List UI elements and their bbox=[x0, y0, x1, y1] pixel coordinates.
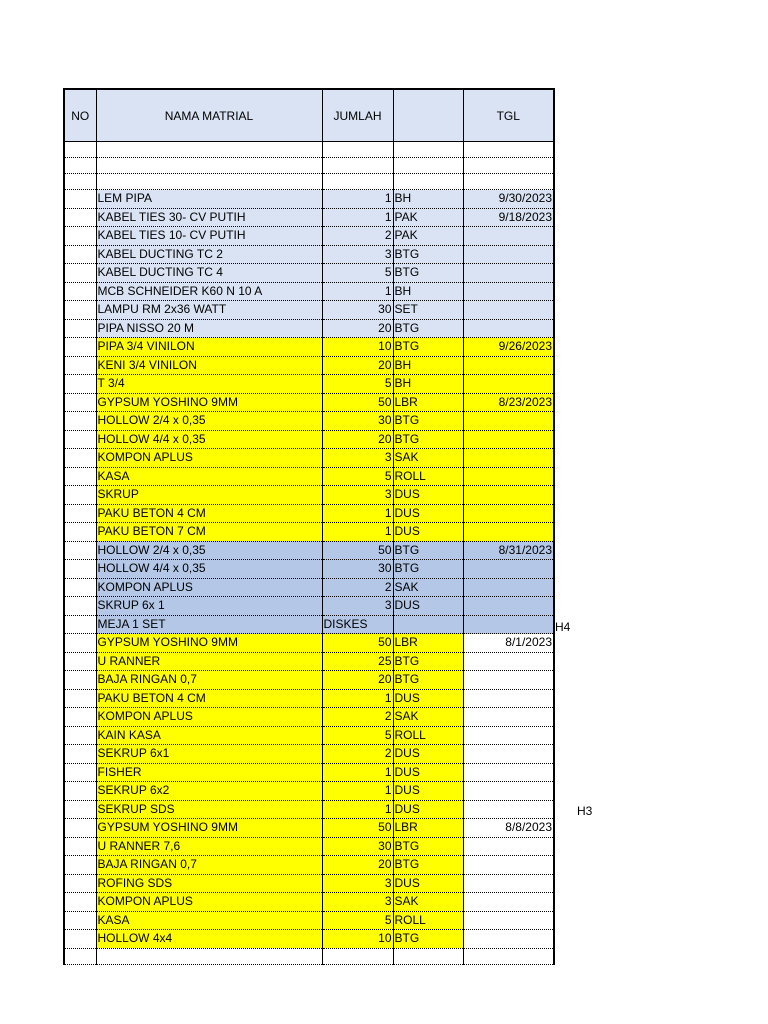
cell-no[interactable] bbox=[64, 227, 96, 246]
table-row bbox=[64, 837, 554, 856]
cell-no[interactable] bbox=[64, 708, 96, 727]
cell-date[interactable] bbox=[463, 245, 554, 264]
cell-qty[interactable]: 25 bbox=[322, 652, 393, 671]
cell-qty[interactable]: 50 bbox=[322, 541, 393, 560]
cell-no[interactable] bbox=[64, 158, 96, 174]
table-row bbox=[64, 356, 554, 375]
cell-date[interactable] bbox=[463, 763, 554, 782]
cell-date[interactable]: 9/18/2023 bbox=[463, 208, 554, 227]
header-no[interactable]: NO bbox=[64, 89, 96, 142]
cell-unit[interactable] bbox=[393, 948, 463, 964]
cell-date[interactable] bbox=[463, 800, 554, 819]
table-row bbox=[64, 560, 554, 579]
cell-name[interactable]: BAJA RINGAN 0,7 bbox=[96, 671, 322, 690]
cell-date[interactable] bbox=[463, 356, 554, 375]
table-row bbox=[64, 301, 554, 320]
cell-name[interactable]: MCB SCHNEIDER K60 N 10 A bbox=[96, 282, 322, 301]
cell-qty[interactable]: 5 bbox=[322, 911, 393, 930]
table-row bbox=[64, 615, 554, 634]
cell-date[interactable]: 9/26/2023 bbox=[463, 338, 554, 357]
table-row bbox=[64, 652, 554, 671]
cell-unit[interactable]: LBR bbox=[393, 634, 463, 653]
cell-name[interactable]: U RANNER 7,6 bbox=[96, 837, 322, 856]
cell-date[interactable] bbox=[463, 856, 554, 875]
cell-date[interactable] bbox=[463, 652, 554, 671]
cell-no[interactable] bbox=[64, 190, 96, 209]
cell-qty[interactable]: 20 bbox=[322, 430, 393, 449]
cell-qty[interactable]: 30 bbox=[322, 301, 393, 320]
cell-qty[interactable]: 3 bbox=[322, 893, 393, 912]
table-row bbox=[64, 911, 554, 930]
cell-no[interactable] bbox=[64, 412, 96, 431]
cell-date[interactable] bbox=[463, 689, 554, 708]
cell-unit[interactable] bbox=[393, 142, 463, 158]
empty-row bbox=[64, 174, 554, 190]
cell-qty[interactable]: 5 bbox=[322, 726, 393, 745]
cell-unit[interactable]: BTG bbox=[393, 319, 463, 338]
header-name[interactable]: NAMA MATRIAL bbox=[96, 89, 322, 142]
cell-date[interactable] bbox=[463, 782, 554, 801]
cell-qty[interactable]: 30 bbox=[322, 837, 393, 856]
cell-unit[interactable]: BTG bbox=[393, 930, 463, 949]
cell-unit[interactable]: SAK bbox=[393, 893, 463, 912]
cell-qty[interactable] bbox=[322, 174, 393, 190]
cell-name[interactable]: HOLLOW 2/4 x 0,35 bbox=[96, 412, 322, 431]
cell-name[interactable]: ROFING SDS bbox=[96, 874, 322, 893]
cell-no[interactable] bbox=[64, 504, 96, 523]
cell-date[interactable] bbox=[463, 726, 554, 745]
table-row bbox=[64, 486, 554, 505]
cell-qty[interactable]: 2 bbox=[322, 745, 393, 764]
cell-qty[interactable]: 3 bbox=[322, 449, 393, 468]
table-row bbox=[64, 597, 554, 616]
cell-date[interactable]: 8/1/2023 bbox=[463, 634, 554, 653]
cell-date[interactable] bbox=[463, 523, 554, 542]
cell-no[interactable] bbox=[64, 597, 96, 616]
cell-date[interactable] bbox=[463, 467, 554, 486]
cell-name[interactable]: SEKRUP 6x1 bbox=[96, 745, 322, 764]
cell-no[interactable] bbox=[64, 430, 96, 449]
cell-date[interactable]: 8/31/2023 bbox=[463, 541, 554, 560]
cell-qty[interactable]: 1 bbox=[322, 800, 393, 819]
table-row bbox=[64, 671, 554, 690]
cell-no[interactable] bbox=[64, 578, 96, 597]
cell-no[interactable] bbox=[64, 174, 96, 190]
cell-qty[interactable]: 1 bbox=[322, 504, 393, 523]
cell-no[interactable] bbox=[64, 338, 96, 357]
cell-unit[interactable]: BH bbox=[393, 282, 463, 301]
cell-unit[interactable]: LBR bbox=[393, 393, 463, 412]
table-row bbox=[64, 930, 554, 949]
cell-unit[interactable]: LBR bbox=[393, 819, 463, 838]
cell-name[interactable]: GYPSUM YOSHINO 9MM bbox=[96, 819, 322, 838]
cell-name[interactable] bbox=[96, 142, 322, 158]
cell-date[interactable] bbox=[463, 282, 554, 301]
cell-qty[interactable]: 3 bbox=[322, 597, 393, 616]
cell-name[interactable]: T 3/4 bbox=[96, 375, 322, 394]
cell-qty[interactable]: 1 bbox=[322, 689, 393, 708]
table-row bbox=[64, 541, 554, 560]
cell-unit[interactable]: DUS bbox=[393, 745, 463, 764]
cell-qty[interactable]: 20 bbox=[322, 319, 393, 338]
header-row bbox=[64, 89, 554, 142]
cell-date[interactable] bbox=[463, 142, 554, 158]
cell-date[interactable] bbox=[463, 227, 554, 246]
cell-no[interactable] bbox=[64, 615, 96, 634]
cell-unit[interactable]: SET bbox=[393, 301, 463, 320]
cell-no[interactable] bbox=[64, 264, 96, 283]
cell-name[interactable]: U RANNER bbox=[96, 652, 322, 671]
cell-name[interactable]: PIPA NISSO 20 M bbox=[96, 319, 322, 338]
cell-date[interactable]: 9/30/2023 bbox=[463, 190, 554, 209]
table-row bbox=[64, 190, 554, 209]
cell-no[interactable] bbox=[64, 393, 96, 412]
cell-name[interactable] bbox=[96, 174, 322, 190]
table-row bbox=[64, 689, 554, 708]
cell-no[interactable] bbox=[64, 856, 96, 875]
cell-date[interactable] bbox=[463, 671, 554, 690]
cell-no[interactable] bbox=[64, 560, 96, 579]
cell-qty[interactable]: 2 bbox=[322, 227, 393, 246]
cell-unit[interactable]: BTG bbox=[393, 837, 463, 856]
cell-name[interactable]: MEJA 1 SET bbox=[96, 615, 322, 634]
cell-no[interactable] bbox=[64, 449, 96, 468]
cell-no[interactable] bbox=[64, 486, 96, 505]
cell-unit[interactable]: BH bbox=[393, 375, 463, 394]
cell-name[interactable]: HOLLOW 4/4 x 0,35 bbox=[96, 430, 322, 449]
cell-unit[interactable]: BTG bbox=[393, 671, 463, 690]
cell-no[interactable] bbox=[64, 375, 96, 394]
cell-date[interactable] bbox=[463, 375, 554, 394]
cell-qty[interactable]: 20 bbox=[322, 856, 393, 875]
cell-no[interactable] bbox=[64, 523, 96, 542]
cell-unit[interactable]: ROLL bbox=[393, 911, 463, 930]
cell-name[interactable]: GYPSUM YOSHINO 9MM bbox=[96, 393, 322, 412]
empty-row bbox=[64, 948, 554, 964]
cell-date[interactable] bbox=[463, 412, 554, 431]
cell-unit[interactable]: DUS bbox=[393, 504, 463, 523]
cell-qty[interactable] bbox=[322, 948, 393, 964]
table-row bbox=[64, 745, 554, 764]
cell-name[interactable]: LEM PIPA bbox=[96, 190, 322, 209]
cell-name[interactable] bbox=[96, 158, 322, 174]
cell-name[interactable]: LAMPU RM 2x36 WATT bbox=[96, 301, 322, 320]
table-row bbox=[64, 819, 554, 838]
cell-unit[interactable] bbox=[393, 615, 463, 634]
cell-unit[interactable]: BTG bbox=[393, 560, 463, 579]
cell-unit[interactable]: BTG bbox=[393, 245, 463, 264]
cell-unit[interactable]: BTG bbox=[393, 652, 463, 671]
cell-unit[interactable]: DUS bbox=[393, 874, 463, 893]
cell-date[interactable] bbox=[463, 708, 554, 727]
cell-unit[interactable]: DUS bbox=[393, 597, 463, 616]
cell-no[interactable] bbox=[64, 800, 96, 819]
cell-qty[interactable]: 10 bbox=[322, 930, 393, 949]
cell-no[interactable] bbox=[64, 541, 96, 560]
table-row bbox=[64, 319, 554, 338]
table-row bbox=[64, 782, 554, 801]
empty-row bbox=[64, 142, 554, 158]
cell-date[interactable]: 8/8/2023 bbox=[463, 819, 554, 838]
cell-no[interactable] bbox=[64, 671, 96, 690]
cell-no[interactable] bbox=[64, 837, 96, 856]
table-row bbox=[64, 708, 554, 727]
cell-name[interactable]: SEKRUP SDS bbox=[96, 800, 322, 819]
cell-qty[interactable]: 1 bbox=[322, 782, 393, 801]
table-row bbox=[64, 504, 554, 523]
spreadsheet bbox=[63, 88, 553, 965]
cell-date[interactable] bbox=[463, 560, 554, 579]
cell-unit[interactable]: SAK bbox=[393, 449, 463, 468]
cell-name[interactable]: SKRUP bbox=[96, 486, 322, 505]
cell-no[interactable] bbox=[64, 745, 96, 764]
cell-qty[interactable]: 3 bbox=[322, 245, 393, 264]
cell-date[interactable] bbox=[463, 597, 554, 616]
cell-qty[interactable]: 2 bbox=[322, 708, 393, 727]
table-row bbox=[64, 245, 554, 264]
table-row bbox=[64, 282, 554, 301]
cell-name[interactable] bbox=[96, 948, 322, 964]
cell-unit[interactable]: BTG bbox=[393, 430, 463, 449]
table-row bbox=[64, 412, 554, 431]
table-row bbox=[64, 763, 554, 782]
table-row bbox=[64, 800, 554, 819]
cell-no[interactable] bbox=[64, 245, 96, 264]
cell-no[interactable] bbox=[64, 726, 96, 745]
cell-name[interactable]: PAKU BETON 4 CM bbox=[96, 689, 322, 708]
cell-date[interactable] bbox=[463, 158, 554, 174]
cell-date[interactable] bbox=[463, 911, 554, 930]
table-row bbox=[64, 338, 554, 357]
cell-date[interactable]: 8/23/2023 bbox=[463, 393, 554, 412]
cell-date[interactable] bbox=[463, 174, 554, 190]
side-tag-h4: H4 bbox=[555, 620, 571, 634]
table-row bbox=[64, 430, 554, 449]
cell-name[interactable]: HOLLOW 4/4 x 0,35 bbox=[96, 560, 322, 579]
cell-date[interactable] bbox=[463, 930, 554, 949]
cell-unit[interactable]: BTG bbox=[393, 541, 463, 560]
empty-row bbox=[64, 158, 554, 174]
cell-date[interactable] bbox=[463, 264, 554, 283]
cell-no[interactable] bbox=[64, 652, 96, 671]
cell-no[interactable] bbox=[64, 948, 96, 964]
cell-unit[interactable]: PAK bbox=[393, 208, 463, 227]
cell-date[interactable] bbox=[463, 430, 554, 449]
cell-no[interactable] bbox=[64, 782, 96, 801]
cell-name[interactable]: GYPSUM YOSHINO 9MM bbox=[96, 634, 322, 653]
cell-unit[interactable]: SAK bbox=[393, 708, 463, 727]
cell-unit[interactable] bbox=[393, 158, 463, 174]
cell-qty[interactable]: 1 bbox=[322, 282, 393, 301]
cell-name[interactable]: PAKU BETON 7 CM bbox=[96, 523, 322, 542]
cell-qty[interactable]: 50 bbox=[322, 634, 393, 653]
cell-unit[interactable]: DUS bbox=[393, 523, 463, 542]
cell-no[interactable] bbox=[64, 819, 96, 838]
cell-unit[interactable] bbox=[393, 174, 463, 190]
cell-qty[interactable]: 20 bbox=[322, 671, 393, 690]
cell-unit[interactable]: BH bbox=[393, 190, 463, 209]
cell-unit[interactable]: ROLL bbox=[393, 726, 463, 745]
cell-no[interactable] bbox=[64, 634, 96, 653]
cell-name[interactable]: KABEL TIES 10- CV PUTIH bbox=[96, 227, 322, 246]
cell-no[interactable] bbox=[64, 930, 96, 949]
cell-name[interactable]: KAIN KASA bbox=[96, 726, 322, 745]
cell-qty[interactable]: 5 bbox=[322, 467, 393, 486]
cell-qty[interactable]: 30 bbox=[322, 560, 393, 579]
cell-unit[interactable]: BH bbox=[393, 356, 463, 375]
cell-name[interactable]: KABEL TIES 30- CV PUTIH bbox=[96, 208, 322, 227]
cell-date[interactable] bbox=[463, 837, 554, 856]
cell-unit[interactable]: SAK bbox=[393, 578, 463, 597]
cell-name[interactable]: BAJA RINGAN 0,7 bbox=[96, 856, 322, 875]
header-unit[interactable] bbox=[393, 89, 463, 142]
material-table bbox=[63, 88, 555, 965]
cell-date[interactable] bbox=[463, 874, 554, 893]
cell-qty[interactable]: DISKES bbox=[322, 615, 393, 634]
cell-unit[interactable]: BTG bbox=[393, 856, 463, 875]
header-date[interactable]: TGL bbox=[463, 89, 554, 142]
cell-unit[interactable]: BTG bbox=[393, 412, 463, 431]
cell-name[interactable]: SKRUP 6x 1 bbox=[96, 597, 322, 616]
cell-date[interactable] bbox=[463, 948, 554, 964]
table-row bbox=[64, 578, 554, 597]
cell-no[interactable] bbox=[64, 301, 96, 320]
cell-no[interactable] bbox=[64, 282, 96, 301]
cell-name[interactable]: HOLLOW 2/4 x 0,35 bbox=[96, 541, 322, 560]
cell-name[interactable]: KABEL DUCTING TC 4 bbox=[96, 264, 322, 283]
cell-qty[interactable]: 50 bbox=[322, 393, 393, 412]
table-row bbox=[64, 893, 554, 912]
cell-qty[interactable]: 10 bbox=[322, 338, 393, 357]
cell-no[interactable] bbox=[64, 208, 96, 227]
cell-date[interactable] bbox=[463, 449, 554, 468]
header-qty[interactable]: JUMLAH bbox=[322, 89, 393, 142]
cell-unit[interactable]: ROLL bbox=[393, 467, 463, 486]
table-row bbox=[64, 375, 554, 394]
cell-date[interactable] bbox=[463, 504, 554, 523]
cell-unit[interactable]: DUS bbox=[393, 689, 463, 708]
cell-name[interactable]: PIPA 3/4 VINILON bbox=[96, 338, 322, 357]
cell-unit[interactable]: PAK bbox=[393, 227, 463, 246]
cell-name[interactable]: KOMPON APLUS bbox=[96, 449, 322, 468]
cell-qty[interactable]: 3 bbox=[322, 486, 393, 505]
table-row bbox=[64, 208, 554, 227]
table-row bbox=[64, 856, 554, 875]
cell-name[interactable]: KASA bbox=[96, 467, 322, 486]
cell-name[interactable]: KOMPON APLUS bbox=[96, 893, 322, 912]
cell-unit[interactable]: DUS bbox=[393, 763, 463, 782]
cell-qty[interactable] bbox=[322, 142, 393, 158]
cell-qty[interactable]: 1 bbox=[322, 523, 393, 542]
cell-unit[interactable]: DUS bbox=[393, 782, 463, 801]
cell-no[interactable] bbox=[64, 467, 96, 486]
cell-name[interactable]: KASA bbox=[96, 911, 322, 930]
cell-no[interactable] bbox=[64, 689, 96, 708]
cell-unit[interactable]: DUS bbox=[393, 486, 463, 505]
table-row bbox=[64, 264, 554, 283]
table-row bbox=[64, 726, 554, 745]
cell-no[interactable] bbox=[64, 763, 96, 782]
cell-qty[interactable]: 1 bbox=[322, 190, 393, 209]
cell-qty[interactable]: 5 bbox=[322, 375, 393, 394]
cell-no[interactable] bbox=[64, 319, 96, 338]
cell-no[interactable] bbox=[64, 142, 96, 158]
table-row bbox=[64, 467, 554, 486]
cell-qty[interactable]: 30 bbox=[322, 412, 393, 431]
cell-unit[interactable]: BTG bbox=[393, 264, 463, 283]
cell-unit[interactable]: BTG bbox=[393, 338, 463, 357]
cell-date[interactable] bbox=[463, 745, 554, 764]
cell-date[interactable] bbox=[463, 893, 554, 912]
table-row bbox=[64, 393, 554, 412]
cell-date[interactable] bbox=[463, 615, 554, 634]
cell-date[interactable] bbox=[463, 578, 554, 597]
cell-qty[interactable]: 20 bbox=[322, 356, 393, 375]
table-row bbox=[64, 634, 554, 653]
side-tag-h3: H3 bbox=[577, 804, 593, 818]
cell-date[interactable] bbox=[463, 319, 554, 338]
cell-qty[interactable]: 2 bbox=[322, 578, 393, 597]
table-row bbox=[64, 874, 554, 893]
cell-date[interactable] bbox=[463, 486, 554, 505]
cell-no[interactable] bbox=[64, 874, 96, 893]
cell-name[interactable]: FISHER bbox=[96, 763, 322, 782]
cell-date[interactable] bbox=[463, 301, 554, 320]
cell-qty[interactable]: 50 bbox=[322, 819, 393, 838]
cell-qty[interactable] bbox=[322, 158, 393, 174]
cell-no[interactable] bbox=[64, 911, 96, 930]
table-row bbox=[64, 523, 554, 542]
cell-name[interactable]: HOLLOW 4x4 bbox=[96, 930, 322, 949]
cell-qty[interactable]: 5 bbox=[322, 264, 393, 283]
cell-no[interactable] bbox=[64, 893, 96, 912]
cell-name[interactable]: KABEL DUCTING TC 2 bbox=[96, 245, 322, 264]
cell-name[interactable]: KOMPON APLUS bbox=[96, 578, 322, 597]
cell-name[interactable]: KOMPON APLUS bbox=[96, 708, 322, 727]
cell-name[interactable]: SEKRUP 6x2 bbox=[96, 782, 322, 801]
cell-qty[interactable]: 1 bbox=[322, 763, 393, 782]
cell-name[interactable]: KENI 3/4 VINILON bbox=[96, 356, 322, 375]
table-row bbox=[64, 449, 554, 468]
table-row bbox=[64, 227, 554, 246]
cell-qty[interactable]: 1 bbox=[322, 208, 393, 227]
cell-qty[interactable]: 3 bbox=[322, 874, 393, 893]
cell-name[interactable]: PAKU BETON 4 CM bbox=[96, 504, 322, 523]
cell-no[interactable] bbox=[64, 356, 96, 375]
cell-unit[interactable]: DUS bbox=[393, 800, 463, 819]
